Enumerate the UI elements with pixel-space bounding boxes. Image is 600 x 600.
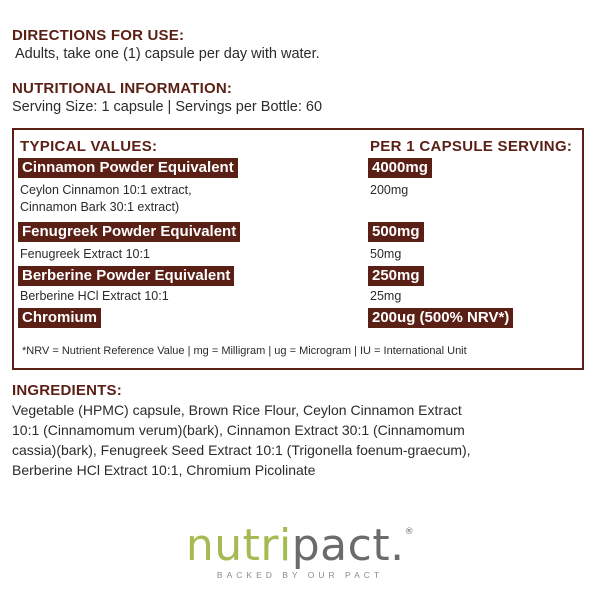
ingredients-line-2: 10:1 (Cinnamomum verum)(bark), Cinnamon Extract 30:1 (Cinnamomum	[12, 422, 465, 438]
serving-info: Serving Size: 1 capsule | Servings per Bottle: 60	[12, 99, 323, 115]
nutrition-heading: NUTRITIONAL INFORMATION:	[12, 80, 233, 97]
logo-tagline: BACKED BY OUR PACT	[216, 570, 384, 580]
row-value-chromium: 200ug (500% NRV*)	[368, 308, 513, 328]
nutrition-section	[12, 80, 588, 117]
row-value-berberine: 250mg	[368, 266, 424, 286]
ingredients-heading: INGREDIENTS:	[12, 382, 122, 399]
directions-section	[12, 27, 588, 64]
directions-heading: DIRECTIONS FOR USE:	[12, 27, 185, 44]
row-subvalue-cinnamon: 200mg	[370, 183, 409, 197]
nrv-footnote: *NRV = Nutrient Reference Value | mg = Milligram | ug = Microgram | IU = International Unit	[22, 345, 467, 357]
row-subvalue-berberine: 25mg	[370, 289, 402, 303]
row-sub-cinnamon-1: Ceylon Cinnamon 10:1 extract,	[20, 183, 192, 197]
nutrition-table	[12, 128, 584, 370]
brand-logo	[0, 508, 600, 580]
row-sub-berberine: Berberine HCl Extract 10:1	[20, 289, 169, 303]
col-per-capsule: PER 1 CAPSULE SERVING:	[370, 138, 573, 155]
row-value-cinnamon: 4000mg	[368, 158, 432, 178]
logo-wordmark	[0, 508, 600, 570]
col-typical-values: TYPICAL VALUES:	[20, 138, 158, 155]
row-value-fenugreek: 500mg	[368, 222, 424, 242]
row-sub-fenugreek: Fenugreek Extract 10:1	[20, 247, 150, 261]
row-subvalue-fenugreek: 50mg	[370, 247, 402, 261]
row-name-chromium: Chromium	[18, 308, 101, 328]
directions-text: Adults, take one (1) capsule per day with water.	[15, 46, 320, 62]
row-name-berberine: Berberine Powder Equivalent	[18, 266, 234, 286]
row-name-fenugreek: Fenugreek Powder Equivalent	[18, 222, 240, 242]
logo-word-nutri: nutri	[185, 520, 292, 571]
logo-word-pact: pact.	[291, 520, 405, 571]
ingredients-line-3: cassia)(bark), Fenugreek Seed Extract 10:1 (Trigonella foenum-graecum),	[12, 442, 471, 458]
ingredients-line-1: Vegetable (HPMC) capsule, Brown Rice Flour, Ceylon Cinnamon Extract	[12, 402, 462, 418]
row-name-cinnamon: Cinnamon Powder Equivalent	[18, 158, 238, 178]
ingredients-line-4: Berberine HCl Extract 10:1, Chromium Picolinate	[12, 462, 316, 478]
ingredients-section	[12, 382, 588, 480]
row-sub-cinnamon-2: Cinnamon Bark 30:1 extract)	[20, 200, 180, 214]
registered-mark: ®	[404, 527, 415, 537]
